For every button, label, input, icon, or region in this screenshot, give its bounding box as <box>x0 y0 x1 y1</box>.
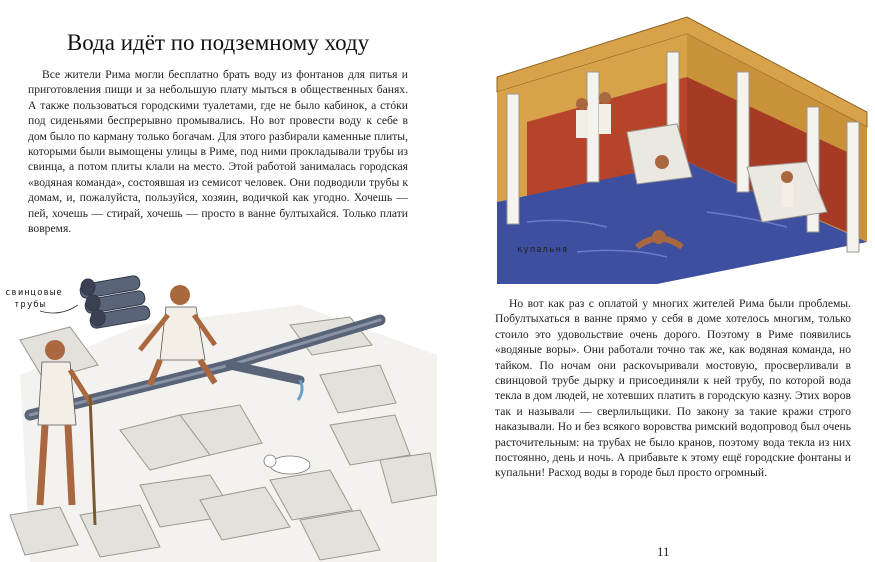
right-paragraph: Но вот как раз с оплатой у многих жителей Рима были проблемы. Побултыхаться в ванне прямо у себя в доме хотелось многим, только стоило это удовольствие очень дорого. Поэтому в Риме появились «водяные воры». Они работали точно так же, как водяная команда, но тайком. По ночам они раскovыривали мостовую, просверливали в свинцовой трубе дырку и присоединяли к ней трубу, по которой вода текла в дом людей, не хотевших платить в городскую казну. Этих воров так и называли — сверлильщики. По закону за такие кражи строго наказывали. Но и без всякого воровства римский водопровод был очень расточительным: на трубах не было кранов, поэтому вода текла из них постоянно, день и ночь. А прибавьте к этому ещё городские фонтаны и купальни! Расход воды в городе был просто огромный. <box>495 297 851 480</box>
page-heading: Вода идёт по подземному ходу <box>66 30 370 55</box>
illustration-label-line1: свинцовые <box>5 288 63 298</box>
bathhouse-illustration <box>487 12 872 284</box>
left-paragraph: Все жители Рима могли бесплатно брать воду из фонтанов для питья и приготовления пищи и за небольшую плату мыться в общественных банях. А также пользоваться городскими туалетами, где не было кабинок, а стóки под сиденьями беспрерывно промывались. Но вот провести воду к себе в дом было по карману только богачам. Для этого разбирали каменные плиты, которыми были вымощены улицы в Риме, под ними прокладывали трубы из свинца, а потом плиты клали на место. Этой работой занималась городская «водяная команда», состоявшая из семисот человек. Они подводили трубы к домам, и, пожалуйста, пользуйся, хозяин, водичкой как угодно. Хочешь — пей, хочешь — стирай, хочешь — просто в ванне бултыхайся. Только плати вовремя. <box>28 68 408 236</box>
illustration-label-line2: трубы <box>14 300 47 310</box>
page-number: 11 <box>657 544 670 559</box>
left-page <box>0 0 437 562</box>
lead-pipes-illustration <box>0 265 437 562</box>
bath-label: купальня <box>517 245 569 255</box>
right-page <box>437 0 875 562</box>
